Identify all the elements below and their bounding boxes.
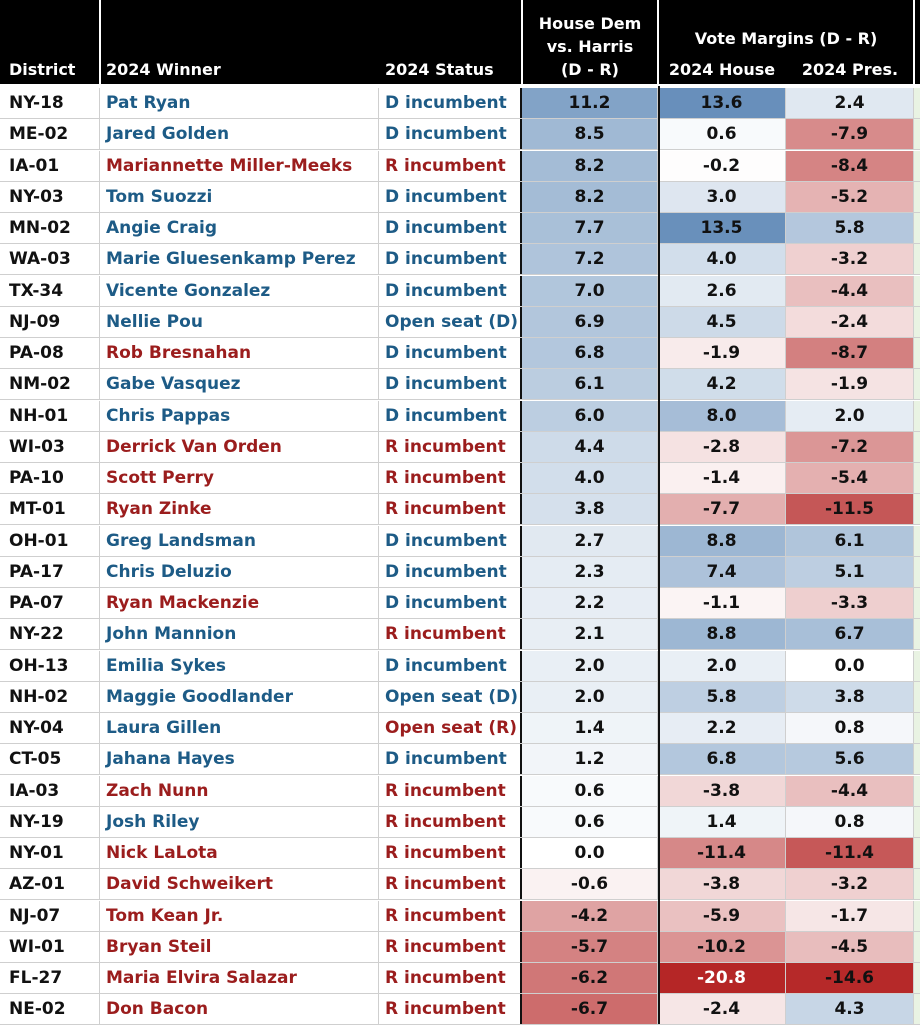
district-cell[interactable]: FL-27 [0,963,100,993]
district-cell[interactable]: TX-34 [0,276,100,306]
house-margin-cell[interactable]: 6.8 [658,744,786,774]
dem-vs-harris-cell[interactable]: -6.7 [522,994,658,1024]
pres-margin-cell[interactable]: 6.7 [786,619,914,649]
dem-vs-harris-cell[interactable]: 6.1 [522,369,658,399]
district-cell[interactable]: NE-02 [0,994,100,1024]
dem-vs-harris-cell[interactable]: 6.0 [522,401,658,431]
next-column-edge [914,838,920,868]
status-cell[interactable]: D incumbent [379,744,522,774]
district-cell[interactable]: AZ-01 [0,869,100,899]
house-margin-cell[interactable]: -1.9 [658,338,786,368]
pres-margin-cell[interactable]: -8.7 [786,338,914,368]
house-margin-cell[interactable]: -2.4 [658,994,786,1024]
house-margin-cell[interactable]: 5.8 [658,682,786,712]
dem-vs-harris-cell[interactable]: 11.2 [522,88,658,118]
dem-vs-harris-cell[interactable]: 7.7 [522,213,658,243]
next-column-edge [914,401,920,431]
table-row[interactable] [0,401,920,432]
dem-vs-harris-cell[interactable]: 2.0 [522,682,658,712]
next-column-edge [914,651,920,681]
dem-vs-harris-cell[interactable]: 8.2 [522,182,658,212]
status-cell[interactable]: D incumbent [379,213,522,243]
next-column-edge [914,182,920,212]
pres-margin-cell[interactable]: 5.6 [786,744,914,774]
winner-cell[interactable]: Ryan Zinke [100,494,379,524]
pres-margin-cell[interactable]: -11.4 [786,838,914,868]
pres-margin-cell[interactable]: -3.2 [786,244,914,274]
house-margin-cell[interactable]: 2.0 [658,651,786,681]
table-row[interactable] [0,557,920,588]
district-cell[interactable]: NH-01 [0,401,100,431]
status-cell[interactable]: R incumbent [379,463,522,493]
house-margin-cell[interactable]: 7.4 [658,557,786,587]
table-row[interactable] [0,244,920,275]
pres-margin-cell[interactable]: 5.1 [786,557,914,587]
table-row[interactable] [0,994,920,1025]
winner-cell[interactable]: Bryan Steil [100,932,379,962]
winner-cell[interactable]: Pat Ryan [100,88,379,118]
header-diff-line1[interactable]: House Dem [538,14,642,33]
table-row[interactable] [0,619,920,650]
dem-vs-harris-cell[interactable]: 2.3 [522,557,658,587]
house-margin-cell[interactable]: -3.8 [658,869,786,899]
status-cell[interactable]: D incumbent [379,88,522,118]
pres-margin-cell[interactable]: -2.4 [786,307,914,337]
table-row[interactable] [0,369,920,400]
status-cell[interactable]: D incumbent [379,244,522,274]
table-row[interactable] [0,432,920,463]
pres-margin-cell[interactable]: 6.1 [786,526,914,556]
winner-cell[interactable]: Jared Golden [100,119,379,149]
winner-cell[interactable]: Maggie Goodlander [100,682,379,712]
dem-vs-harris-cell[interactable]: 0.0 [522,838,658,868]
next-column-edge [914,963,920,993]
table-row[interactable] [0,526,920,557]
district-cell[interactable]: MT-01 [0,494,100,524]
next-column-edge [914,369,920,399]
winner-cell[interactable]: Greg Landsman [100,526,379,556]
table-row[interactable] [0,463,920,494]
header-winner[interactable]: 2024 Winner [106,60,221,79]
pres-margin-cell[interactable]: -4.4 [786,776,914,806]
pres-margin-cell[interactable]: -3.3 [786,588,914,618]
table-row[interactable] [0,963,920,994]
dem-vs-harris-cell[interactable]: 2.2 [522,588,658,618]
dem-vs-harris-cell[interactable]: 2.7 [522,526,658,556]
winner-cell[interactable]: Nellie Pou [100,307,379,337]
status-cell[interactable]: R incumbent [379,932,522,962]
next-column-edge [914,807,920,837]
house-margin-cell[interactable]: -5.9 [658,901,786,931]
header-status[interactable]: 2024 Status [385,60,494,79]
district-cell[interactable]: PA-10 [0,463,100,493]
pres-margin-cell[interactable]: 3.8 [786,682,914,712]
status-cell[interactable]: R incumbent [379,151,522,181]
house-margin-cell[interactable]: 3.0 [658,182,786,212]
table-row[interactable] [0,838,920,869]
dem-vs-harris-cell[interactable]: 3.8 [522,494,658,524]
dem-vs-harris-cell[interactable]: 6.9 [522,307,658,337]
district-cell[interactable]: NY-03 [0,182,100,212]
house-margin-cell[interactable]: 2.2 [658,713,786,743]
next-column-edge [914,151,920,181]
pres-margin-cell[interactable]: -3.2 [786,869,914,899]
table-row[interactable] [0,276,920,307]
house-margin-cell[interactable]: -2.8 [658,432,786,462]
next-column-edge [914,88,920,118]
district-cell[interactable]: PA-07 [0,588,100,618]
next-column-edge [914,213,920,243]
district-cell[interactable]: ME-02 [0,119,100,149]
table-row[interactable] [0,213,920,244]
table-row[interactable] [0,494,920,525]
pres-margin-cell[interactable]: -7.9 [786,119,914,149]
dem-vs-harris-cell[interactable]: 8.2 [522,151,658,181]
house-margin-cell[interactable]: 8.8 [658,526,786,556]
status-cell[interactable]: D incumbent [379,369,522,399]
winner-cell[interactable]: Don Bacon [100,994,379,1024]
winner-cell[interactable]: Chris Deluzio [100,557,379,587]
district-cell[interactable]: OH-01 [0,526,100,556]
status-cell[interactable]: Open seat (D) [379,307,522,337]
district-cell[interactable]: NH-02 [0,682,100,712]
pres-margin-cell[interactable]: 4.3 [786,994,914,1024]
winner-cell[interactable]: Angie Craig [100,213,379,243]
house-margin-cell[interactable]: 1.4 [658,807,786,837]
dem-vs-harris-cell[interactable]: 7.0 [522,276,658,306]
status-cell[interactable]: R incumbent [379,807,522,837]
dem-vs-harris-cell[interactable]: 2.0 [522,651,658,681]
header-divider [521,0,523,86]
house-margin-cell[interactable]: -3.8 [658,776,786,806]
district-cell[interactable]: NY-19 [0,807,100,837]
next-column-edge [914,338,920,368]
winner-cell[interactable]: Zach Nunn [100,776,379,806]
house-margin-cell[interactable]: 8.8 [658,619,786,649]
winner-cell[interactable]: John Mannion [100,619,379,649]
district-cell[interactable]: WI-01 [0,932,100,962]
house-margin-cell[interactable]: 13.6 [658,88,786,118]
header-row [0,0,920,86]
next-column-edge [914,244,920,274]
header-margins-group[interactable]: Vote Margins (D - R) [694,29,878,48]
district-cell[interactable]: WA-03 [0,244,100,274]
status-cell[interactable]: D incumbent [379,182,522,212]
house-margin-cell[interactable]: -0.2 [658,151,786,181]
status-cell[interactable]: D incumbent [379,338,522,368]
winner-cell[interactable]: David Schweikert [100,869,379,899]
header-district[interactable]: District [9,60,76,79]
table-row[interactable] [0,338,920,369]
dem-vs-harris-cell[interactable]: -0.6 [522,869,658,899]
winner-cell[interactable]: Rob Bresnahan [100,338,379,368]
table-row[interactable] [0,88,920,119]
header-diff-line2[interactable]: vs. Harris [546,37,634,56]
header-divider [657,0,659,86]
status-cell[interactable]: R incumbent [379,963,522,993]
dem-vs-harris-cell[interactable]: 7.2 [522,244,658,274]
house-margin-cell[interactable]: -1.4 [658,463,786,493]
house-margin-cell[interactable]: 13.5 [658,213,786,243]
district-cell[interactable]: IA-01 [0,151,100,181]
table-row[interactable] [0,869,920,900]
house-margin-cell[interactable]: 4.0 [658,244,786,274]
district-cell[interactable]: MN-02 [0,213,100,243]
winner-cell[interactable]: Gabe Vasquez [100,369,379,399]
winner-cell[interactable]: Derrick Van Orden [100,432,379,462]
house-margin-cell[interactable]: 4.5 [658,307,786,337]
table-row[interactable] [0,807,920,838]
winner-cell[interactable]: Tom Suozzi [100,182,379,212]
table-row[interactable] [0,901,920,932]
header-pres[interactable]: 2024 Pres. [801,60,899,79]
house-margin-cell[interactable]: -20.8 [658,963,786,993]
table-row[interactable] [0,713,920,744]
pres-margin-cell[interactable]: 5.8 [786,213,914,243]
house-margin-cell[interactable]: -7.7 [658,494,786,524]
district-cell[interactable]: NY-01 [0,838,100,868]
table-row[interactable] [0,744,920,775]
winner-cell[interactable]: Jahana Hayes [100,744,379,774]
table-row[interactable] [0,588,920,619]
dem-vs-harris-cell[interactable]: 4.0 [522,463,658,493]
header-diff-line3[interactable]: (D - R) [560,60,619,79]
table-row[interactable] [0,776,920,807]
dem-vs-harris-cell[interactable]: -6.2 [522,963,658,993]
district-cell[interactable]: PA-08 [0,338,100,368]
pres-margin-cell[interactable]: 0.8 [786,713,914,743]
dem-vs-harris-cell[interactable]: 1.2 [522,744,658,774]
winner-cell[interactable]: Chris Pappas [100,401,379,431]
next-column-edge [914,713,920,743]
next-column-edge [914,901,920,931]
header-divider [99,0,101,86]
pres-margin-cell[interactable]: -11.5 [786,494,914,524]
pres-margin-cell[interactable]: -5.2 [786,182,914,212]
pres-margin-cell[interactable]: -1.7 [786,901,914,931]
header-divider [913,0,915,86]
table-row[interactable] [0,307,920,338]
house-margin-cell[interactable]: -1.1 [658,588,786,618]
winner-cell[interactable]: Maria Elvira Salazar [100,963,379,993]
winner-cell[interactable]: Vicente Gonzalez [100,276,379,306]
district-cell[interactable]: NY-04 [0,713,100,743]
table-row[interactable] [0,932,920,963]
pres-margin-cell[interactable]: 0.0 [786,651,914,681]
next-column-edge [914,432,920,462]
district-cell[interactable]: NY-18 [0,88,100,118]
house-margin-cell[interactable]: -10.2 [658,932,786,962]
status-cell[interactable]: D incumbent [379,588,522,618]
district-cell[interactable]: NM-02 [0,369,100,399]
next-column-edge [914,119,920,149]
district-cell[interactable]: CT-05 [0,744,100,774]
winner-cell[interactable]: Ryan Mackenzie [100,588,379,618]
house-margin-cell[interactable]: -11.4 [658,838,786,868]
status-cell[interactable]: R incumbent [379,619,522,649]
dem-vs-harris-cell[interactable]: -4.2 [522,901,658,931]
next-column-edge [914,776,920,806]
next-column-edge [914,619,920,649]
header-underline [0,84,920,86]
winner-cell[interactable]: Laura Gillen [100,713,379,743]
winner-cell[interactable]: Tom Kean Jr. [100,901,379,931]
house-margin-cell[interactable]: 8.0 [658,401,786,431]
pres-margin-cell[interactable]: -8.4 [786,151,914,181]
dem-vs-harris-cell[interactable]: 0.6 [522,807,658,837]
status-cell[interactable]: R incumbent [379,494,522,524]
next-column-edge [914,994,920,1024]
status-cell[interactable]: D incumbent [379,526,522,556]
district-cell[interactable]: NY-22 [0,619,100,649]
next-column-edge [914,744,920,774]
status-cell[interactable]: R incumbent [379,901,522,931]
pres-margin-cell[interactable]: -5.4 [786,463,914,493]
next-column-edge [914,526,920,556]
winner-cell[interactable]: Emilia Sykes [100,651,379,681]
winner-cell[interactable]: Nick LaLota [100,838,379,868]
district-cell[interactable]: WI-03 [0,432,100,462]
next-column-edge [914,463,920,493]
table-row[interactable] [0,651,920,682]
pres-margin-cell[interactable]: 0.8 [786,807,914,837]
status-cell[interactable]: R incumbent [379,432,522,462]
next-column-edge [914,557,920,587]
district-cell[interactable]: IA-03 [0,776,100,806]
status-cell[interactable]: Open seat (R) [379,713,522,743]
status-cell[interactable]: D incumbent [379,557,522,587]
pres-margin-cell[interactable]: 2.0 [786,401,914,431]
status-cell[interactable]: D incumbent [379,651,522,681]
next-column-edge [914,932,920,962]
pres-margin-cell[interactable]: -1.9 [786,369,914,399]
pres-margin-cell[interactable]: -4.5 [786,932,914,962]
status-cell[interactable]: D incumbent [379,276,522,306]
winner-cell[interactable]: Josh Riley [100,807,379,837]
table-row[interactable] [0,182,920,213]
dem-vs-harris-cell[interactable]: 6.8 [522,338,658,368]
district-cell[interactable]: NJ-09 [0,307,100,337]
district-cell[interactable]: PA-17 [0,557,100,587]
winner-cell[interactable]: Scott Perry [100,463,379,493]
next-column-edge [914,682,920,712]
dem-vs-harris-cell[interactable]: 4.4 [522,432,658,462]
table-row[interactable] [0,151,920,182]
district-cell[interactable]: NJ-07 [0,901,100,931]
status-cell[interactable]: Open seat (D) [379,682,522,712]
pres-margin-cell[interactable]: 2.4 [786,88,914,118]
winner-cell[interactable]: Mariannette Miller-Meeks [100,151,379,181]
house-margin-cell[interactable]: 4.2 [658,369,786,399]
pres-margin-cell[interactable]: -7.2 [786,432,914,462]
dem-vs-harris-cell[interactable]: -5.7 [522,932,658,962]
status-cell[interactable]: R incumbent [379,838,522,868]
pres-margin-cell[interactable]: -4.4 [786,276,914,306]
winner-cell[interactable]: Marie Gluesenkamp Perez [100,244,379,274]
house-margin-cell[interactable]: 2.6 [658,276,786,306]
pres-margin-cell[interactable]: -14.6 [786,963,914,993]
house-margin-cell[interactable]: 0.6 [658,119,786,149]
dem-vs-harris-cell[interactable]: 8.5 [522,119,658,149]
next-column-edge [914,869,920,899]
table-row[interactable] [0,119,920,150]
table-row[interactable] [0,682,920,713]
district-cell[interactable]: OH-13 [0,651,100,681]
dem-vs-harris-cell[interactable]: 1.4 [522,713,658,743]
status-cell[interactable]: D incumbent [379,119,522,149]
status-cell[interactable]: D incumbent [379,401,522,431]
next-column-edge [914,276,920,306]
dem-vs-harris-cell[interactable]: 2.1 [522,619,658,649]
dem-vs-harris-cell[interactable]: 0.6 [522,776,658,806]
next-column-edge [914,588,920,618]
status-cell[interactable]: R incumbent [379,776,522,806]
status-cell[interactable]: R incumbent [379,994,522,1024]
next-column-edge [914,494,920,524]
header-house[interactable]: 2024 House [668,60,776,79]
status-cell[interactable]: R incumbent [379,869,522,899]
next-column-edge [914,307,920,337]
